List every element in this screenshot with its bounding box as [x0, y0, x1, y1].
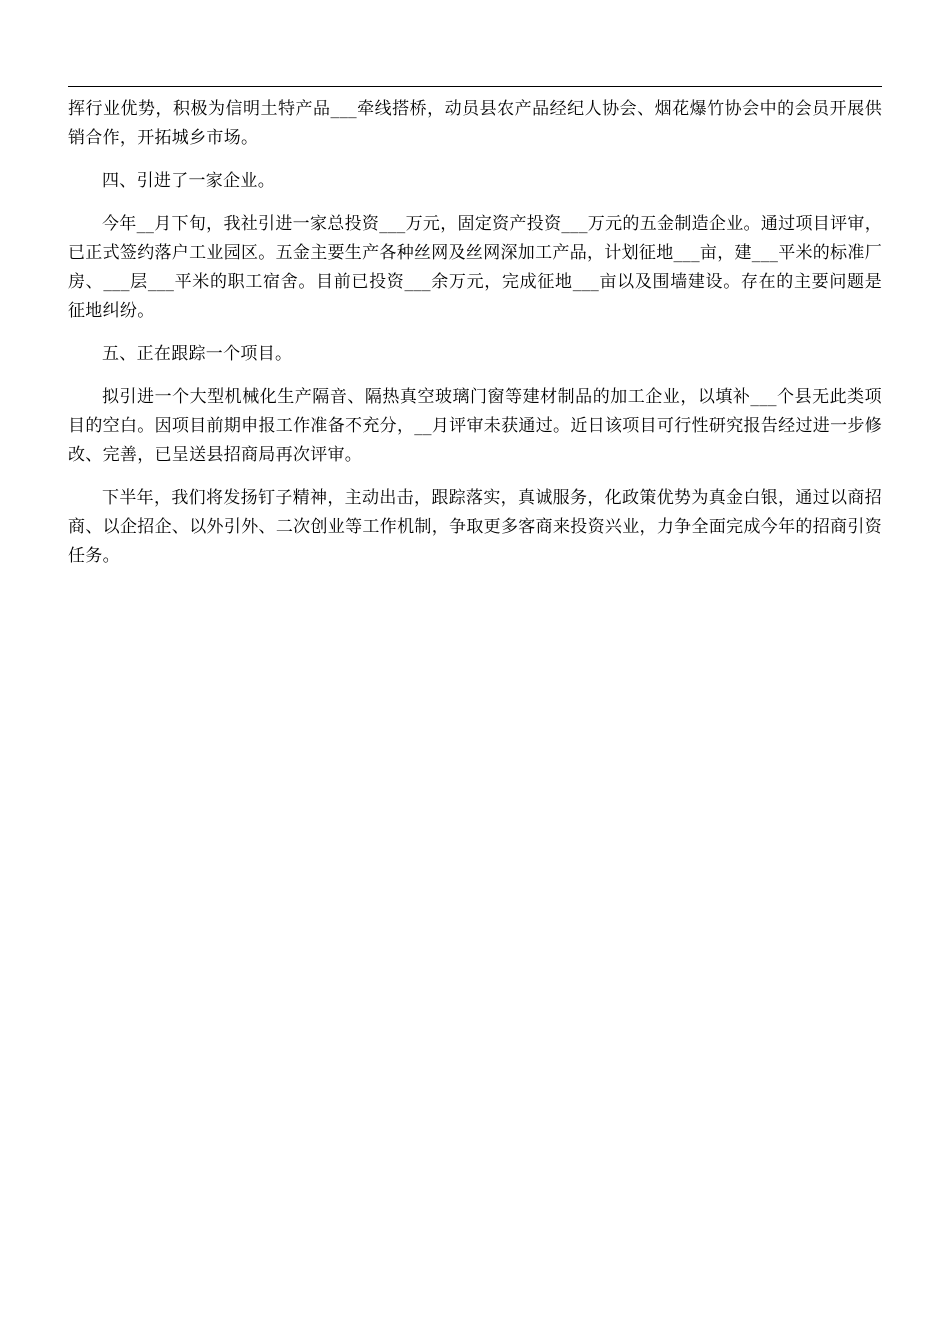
paragraph-enterprise: 今年__月下旬，我社引进一家总投资___万元，固定资产投资___万元的五金制造企业。通过项目评审，已正式签约落户工业园区。五金主要生产各种丝网及丝网深加工产品，计划征地___亩，建___平米的标准厂房、___层___平米的职工宿舍。目前已投资___余万元，完成征地___亩以及围墙建设。存在的主要问题是征地纠纷。 [68, 214, 882, 321]
document-body [68, 95, 882, 585]
paragraph-project: 拟引进一个大型机械化生产隔音、隔热真空玻璃门窗等建材制品的加工企业，以填补___个县无此类项目的空白。因项目前期申报工作准备不充分，__月评审未获通过。近日该项目可行性研究报告经过进一步修改、完善，已呈送县招商局再次评审。 [68, 387, 882, 465]
section-heading-4: 四、引进了一家企业。 [102, 171, 275, 191]
paragraph-continuation: 挥行业优势，积极为信明土特产品___牵线搭桥，动员县农产品经纪人协会、烟花爆竹协会中的会员开展供销合作，开拓城乡市场。 [68, 99, 882, 148]
paragraph-second-half-plan: 下半年，我们将发扬钉子精神，主动出击，跟踪落实，真诚服务，化政策优势为真金白银，通过以商招商、以企招企、以外引外、二次创业等工作机制，争取更多客商来投资兴业，力争全面完成今年的招商引资任务。 [68, 488, 882, 566]
header-rule [68, 86, 882, 87]
section-heading-5: 五、正在跟踪一个项目。 [102, 344, 293, 364]
